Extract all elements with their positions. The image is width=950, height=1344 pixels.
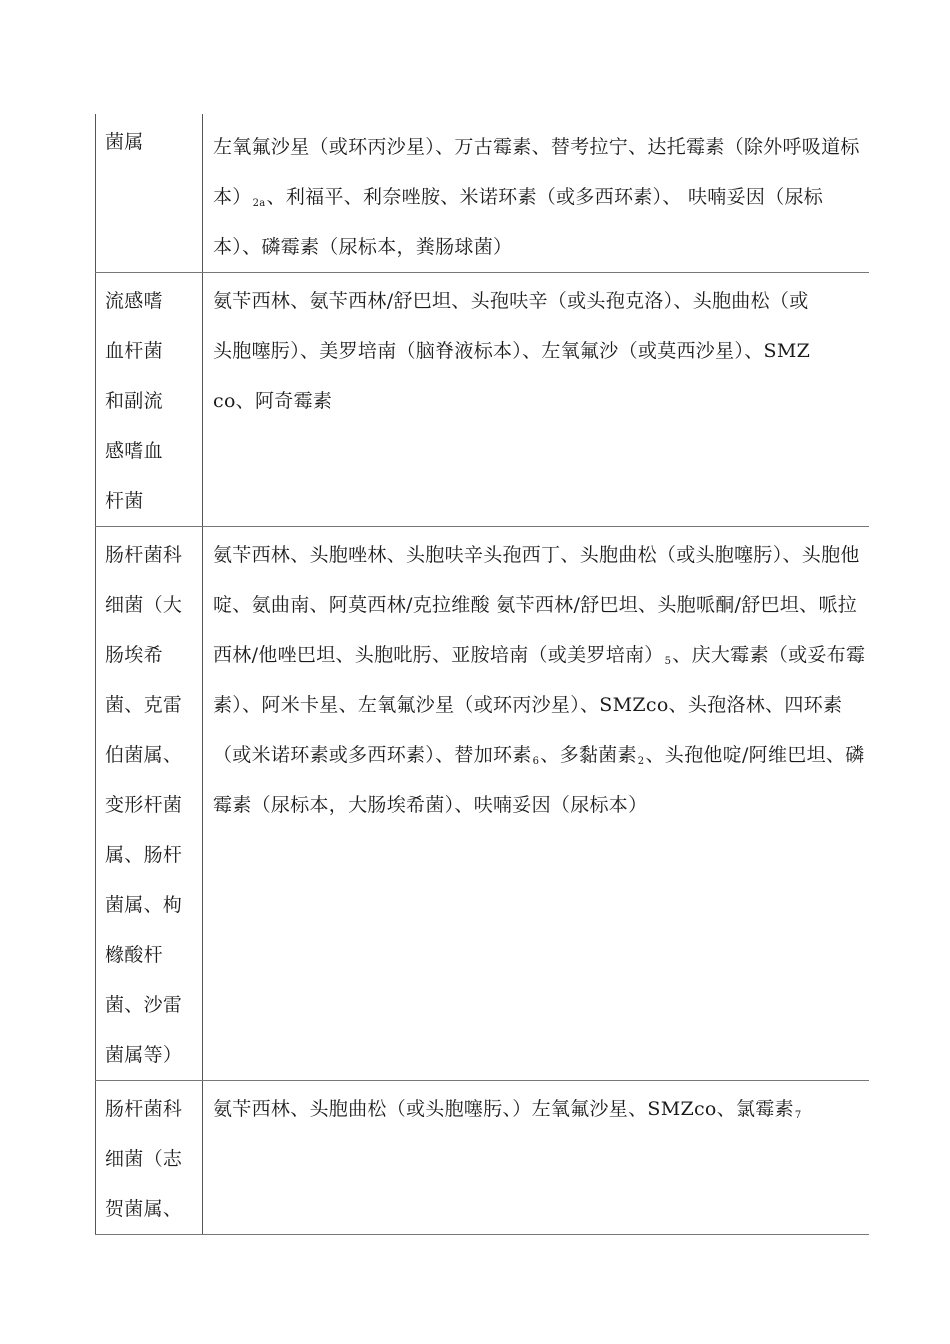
drugs-cell <box>203 527 870 1081</box>
drug-list <box>203 527 869 830</box>
drug-list <box>203 273 815 426</box>
drug-text: 、头孢他啶/阿维巴坦、磷霉素（尿标本，大肠埃希菌）、呋喃妥因（尿标本） <box>213 744 865 816</box>
drug-list <box>203 114 869 272</box>
drug-text: 氨苄西林、头胞唑林、头胞呋辛头孢西丁、头胞曲松（或头胞噻肟）、头胞他啶、氨曲南、阿莫西林/克拉维酸 氨苄西林/舒巴坦、头胞哌酮/舒巴坦、哌拉西林/他唑巴坦、头胞吡肟、亚胺培南（或美罗培南） <box>213 544 860 666</box>
drug-text: 氨苄西林、氨苄西林/舒巴坦、头孢呋辛（或头孢克洛）、头胞曲松（或头胞噻肟）、美罗培南（脑脊液标本）、左氧氟沙（或莫西沙星）、SMZco、阿奇霉素 <box>213 290 811 412</box>
table-row <box>96 527 870 1081</box>
organism-name: 菌属 <box>105 131 144 153</box>
footnote-marker: 2a <box>252 198 266 209</box>
table-row <box>96 273 870 527</box>
drug-text: 左氧氟沙星（或环丙沙星）、万古霉素、替考拉宁、达托霉素（除外呼吸道标本） <box>213 136 860 208</box>
organism-cell <box>96 527 203 1081</box>
footnote-marker: 6 <box>532 756 540 767</box>
organism-cell <box>96 273 203 527</box>
organism-name: 肠杆菌科细菌（大肠埃希菌、克雷伯菌属、变形杆菌属、肠杆菌属、枸橼酸杆菌、沙雷菌属等） <box>105 544 183 1066</box>
drugs-cell <box>203 114 870 273</box>
drug-text: 、利福平、利奈唑胺、米诺环素（或多西环素）、 呋喃妥因（尿标本）、磷霉素（尿标本，粪肠球菌） <box>213 186 824 258</box>
table-row <box>96 114 870 273</box>
footnote-marker: 7 <box>794 1110 802 1121</box>
drug-text: 、庆大霉素（或妥布霉素）、阿米卡星、左氧氟沙星（或环丙沙星）、SMZco、头孢洛林、四环素（或米诺环素或多西环素）、替加环素 <box>213 644 866 766</box>
drug-susceptibility-table <box>95 114 869 1235</box>
footnote-marker: 5 <box>664 656 672 667</box>
organism-name: 流感嗜血杆菌和副流感嗜血杆菌 <box>105 290 163 512</box>
drugs-cell <box>203 273 870 527</box>
drugs-cell <box>203 1081 870 1235</box>
organism-cell <box>96 114 203 273</box>
organism-name: 肠杆菌科细菌（志贺菌属、 <box>105 1098 183 1220</box>
drug-text: 、多黏菌素 <box>540 744 637 766</box>
table-row <box>96 1081 870 1235</box>
footnote-marker: 2 <box>637 756 645 767</box>
drug-text: 氨苄西林、头胞曲松（或头胞噻肟、）左氧氟沙星、SMZco、氯霉素 <box>213 1098 794 1120</box>
drug-list <box>203 1081 835 1134</box>
organism-cell <box>96 1081 203 1235</box>
